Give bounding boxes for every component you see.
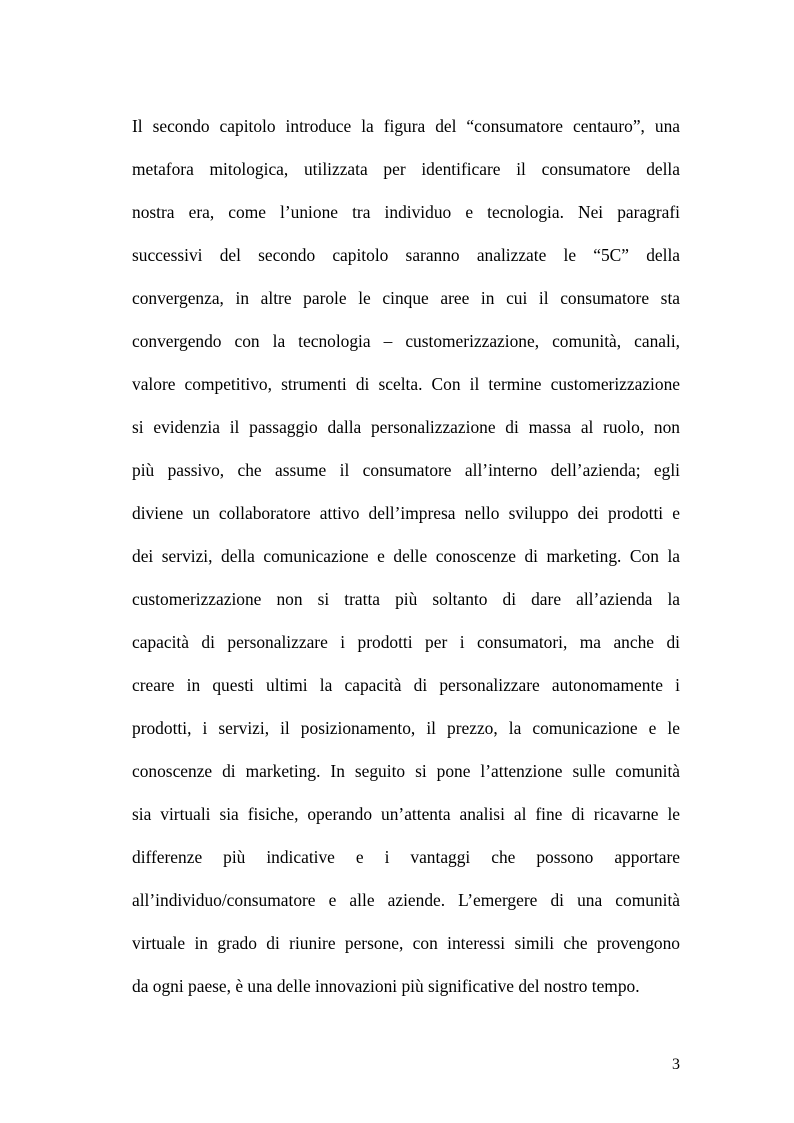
text-line: prodotti, i servizi, il posizionamento, il prezzo, la comunicazione e le	[132, 718, 680, 738]
text-line: conoscenze di marketing. In seguito si pone l’attenzione sulle comunità	[132, 761, 680, 781]
text-line: capacità di personalizzare i prodotti per i consumatori, ma anche di	[132, 632, 680, 652]
text-line: virtuale in grado di riunire persone, con interessi simili che provengono	[132, 933, 680, 953]
text-line: più passivo, che assume il consumatore all’interno dell’azienda; egli	[132, 460, 680, 480]
text-line: Il secondo capitolo introduce la figura del “consumatore centauro”, una	[132, 116, 680, 136]
text-line: nostra era, come l’unione tra individuo e tecnologia. Nei paragrafi	[132, 202, 680, 222]
text-line: sia virtuali sia fisiche, operando un’attenta analisi al fine di ricavarne le	[132, 804, 680, 824]
text-line: si evidenzia il passaggio dalla personalizzazione di massa al ruolo, non	[132, 417, 680, 437]
text-line: dei servizi, della comunicazione e delle conoscenze di marketing. Con la	[132, 546, 680, 566]
text-line: customerizzazione non si tratta più soltanto di dare all’azienda la	[132, 589, 680, 609]
page-number: 3	[672, 1056, 680, 1073]
text-line: convergendo con la tecnologia – customerizzazione, comunità, canali,	[132, 331, 680, 351]
text-line: differenze più indicative e i vantaggi che possono apportare	[132, 847, 680, 867]
text-line: creare in questi ultimi la capacità di personalizzare autonomamente i	[132, 675, 680, 695]
text-line: diviene un collaboratore attivo dell’impresa nello sviluppo dei prodotti e	[132, 503, 680, 523]
text-line: all’individuo/consumatore e alle aziende. L’emergere di una comunità	[132, 890, 680, 910]
text-line: da ogni paese, è una delle innovazioni più significative del nostro tempo.	[132, 976, 640, 996]
body-paragraph	[132, 112, 680, 1015]
text-line: valore competitivo, strumenti di scelta. Con il termine customerizzazione	[132, 374, 680, 394]
text-line: metafora mitologica, utilizzata per identificare il consumatore della	[132, 159, 680, 179]
text-line: convergenza, in altre parole le cinque aree in cui il consumatore sta	[132, 288, 680, 308]
text-line: successivi del secondo capitolo saranno analizzate le “5C” della	[132, 245, 680, 265]
